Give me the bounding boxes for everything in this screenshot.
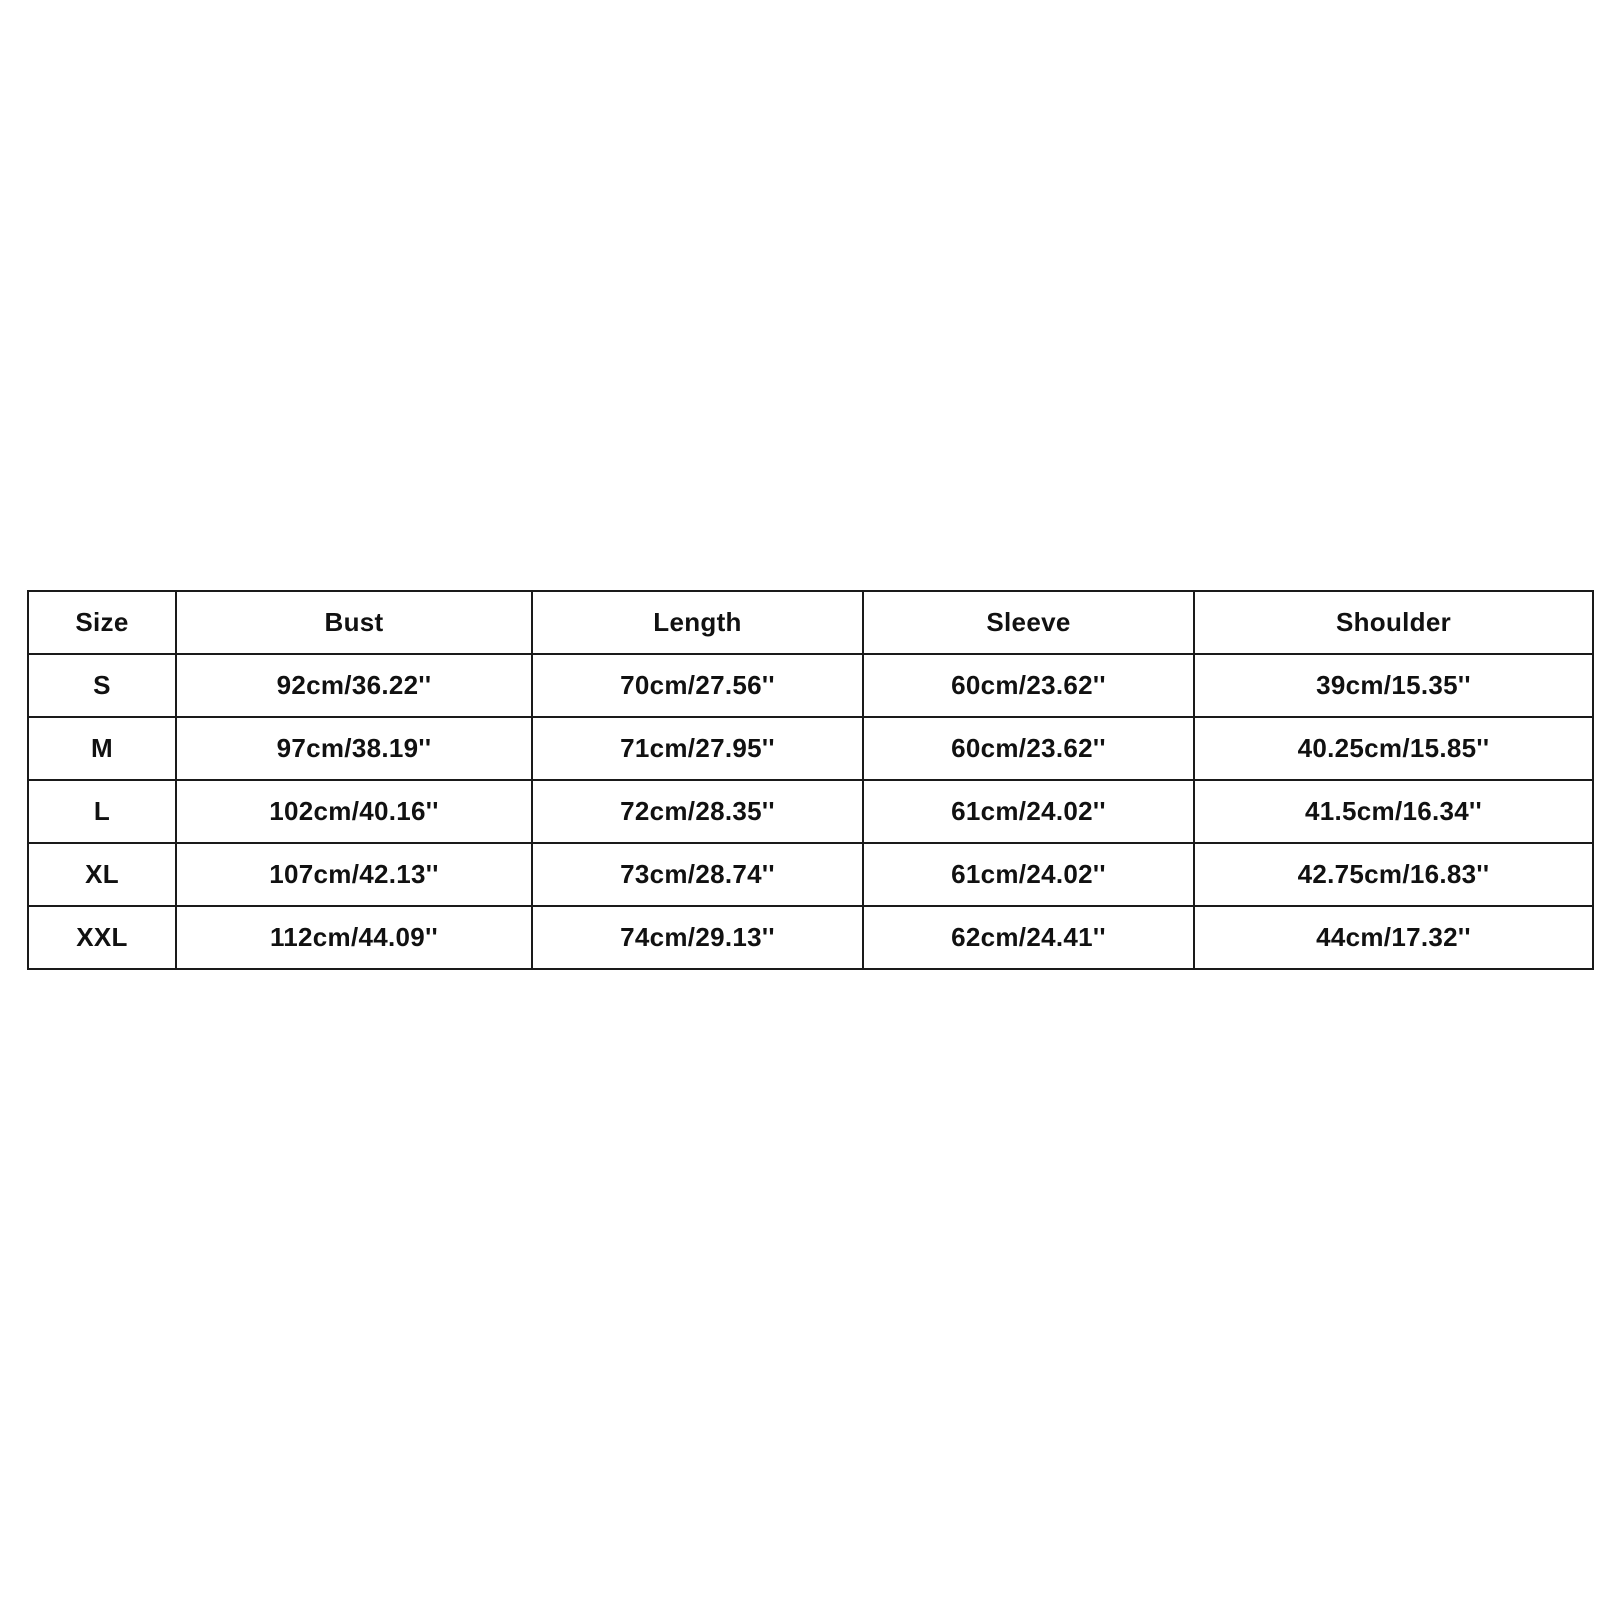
cell-bust: 102cm/40.16'' [176, 780, 532, 843]
header-length: Length [532, 591, 863, 654]
cell-size: S [28, 654, 176, 717]
header-shoulder: Shoulder [1194, 591, 1593, 654]
header-bust: Bust [176, 591, 532, 654]
cell-sleeve: 61cm/24.02'' [863, 780, 1194, 843]
size-chart-table [27, 590, 1594, 970]
table-row [28, 654, 1593, 717]
cell-size: M [28, 717, 176, 780]
cell-shoulder: 44cm/17.32'' [1194, 906, 1593, 969]
cell-bust: 97cm/38.19'' [176, 717, 532, 780]
cell-bust: 107cm/42.13'' [176, 843, 532, 906]
cell-sleeve: 60cm/23.62'' [863, 654, 1194, 717]
cell-size: L [28, 780, 176, 843]
cell-shoulder: 39cm/15.35'' [1194, 654, 1593, 717]
cell-length: 71cm/27.95'' [532, 717, 863, 780]
cell-size: XXL [28, 906, 176, 969]
cell-shoulder: 41.5cm/16.34'' [1194, 780, 1593, 843]
cell-shoulder: 40.25cm/15.85'' [1194, 717, 1593, 780]
header-size: Size [28, 591, 176, 654]
cell-bust: 112cm/44.09'' [176, 906, 532, 969]
table-header-row [28, 591, 1593, 654]
cell-length: 73cm/28.74'' [532, 843, 863, 906]
table-row [28, 843, 1593, 906]
header-sleeve: Sleeve [863, 591, 1194, 654]
cell-sleeve: 62cm/24.41'' [863, 906, 1194, 969]
cell-shoulder: 42.75cm/16.83'' [1194, 843, 1593, 906]
cell-length: 74cm/29.13'' [532, 906, 863, 969]
cell-bust: 92cm/36.22'' [176, 654, 532, 717]
table-row [28, 780, 1593, 843]
cell-sleeve: 61cm/24.02'' [863, 843, 1194, 906]
cell-length: 70cm/27.56'' [532, 654, 863, 717]
cell-sleeve: 60cm/23.62'' [863, 717, 1194, 780]
cell-length: 72cm/28.35'' [532, 780, 863, 843]
cell-size: XL [28, 843, 176, 906]
table-row [28, 717, 1593, 780]
table-row [28, 906, 1593, 969]
